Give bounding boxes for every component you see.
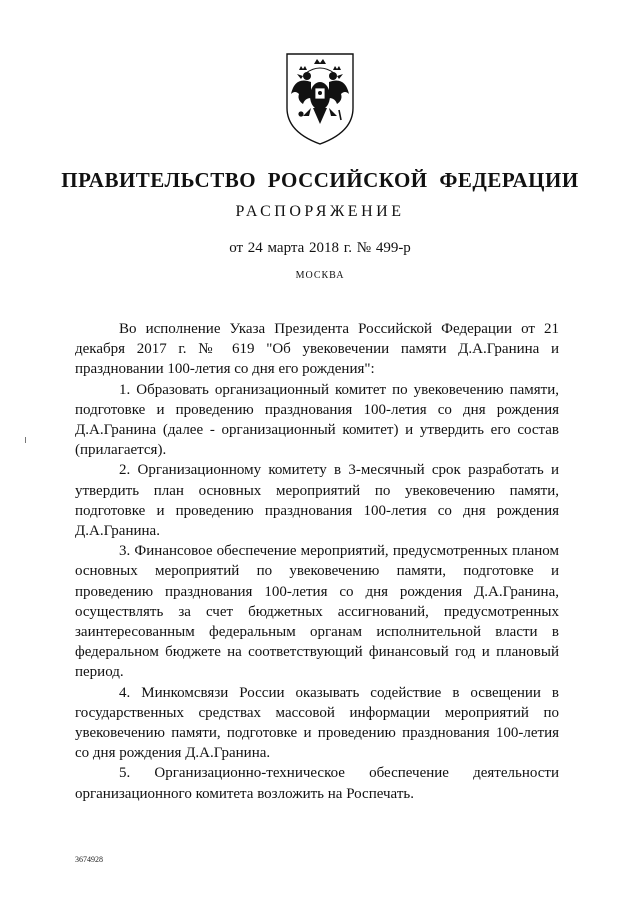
- government-title: ПРАВИТЕЛЬСТВО РОССИЙСКОЙ ФЕДЕРАЦИИ: [61, 168, 579, 192]
- item-2-paragraph: 2. Организационному комитету в 3-месячный срок разработать и утвердить план основных мероприятий по увековечению памяти, подготовке и проведению празднования 100-летия со дня рождения Д.А.Гранина.: [75, 462, 559, 540]
- document-body: [75, 319, 559, 804]
- margin-mark: [25, 437, 26, 443]
- intro-paragraph: Во исполнение Указа Президента Российской Федерации от 21 декабря 2017 г. № 619 "Об увековечении памяти Д.А.Гранина и праздновании 100-летия со дня его рождения":: [75, 321, 559, 378]
- item-3-paragraph: 3. Финансовое обеспечение мероприятий, предусмотренных планом основных мероприятий по увековечению памяти, подготовке и проведению празднования 100-летия со дня рождения Д.А.Гранина, осуществлять за счет бюджетных ассигнований, предусмотренных заинтересованным федеральным органам исполнительной власти в федеральном бюджете на соответствующий финансовый год и плановый период.: [75, 543, 559, 681]
- document-date-number: от 24 марта 2018 г. № 499-р: [229, 240, 411, 256]
- coat-of-arms-icon: [281, 50, 359, 146]
- item-4-paragraph: 4. Минкомсвязи России оказывать содействие в освещении в государственных средствах массовой информации мероприятий по увековечению памяти, подготовке и проведению празднования 100-летия со дня рождения Д.А.Гранина.: [75, 684, 559, 762]
- document-type: РАСПОРЯЖЕНИЕ: [235, 203, 405, 220]
- document-city: МОСКВА: [295, 270, 345, 281]
- item-1-paragraph: 1. Образовать организационный комитет по увековечению памяти, подготовке и проведению празднования 100-летия со дня рождения Д.А.Гранина (далее - организационный комитет) и утвердить его состав (прилагается).: [75, 381, 559, 459]
- document-registry-number: 3674928: [75, 855, 103, 864]
- item-5-paragraph: 5. Организационно-техническое обеспечение деятельности организационного комитета возложить на Роспечать.: [75, 765, 559, 802]
